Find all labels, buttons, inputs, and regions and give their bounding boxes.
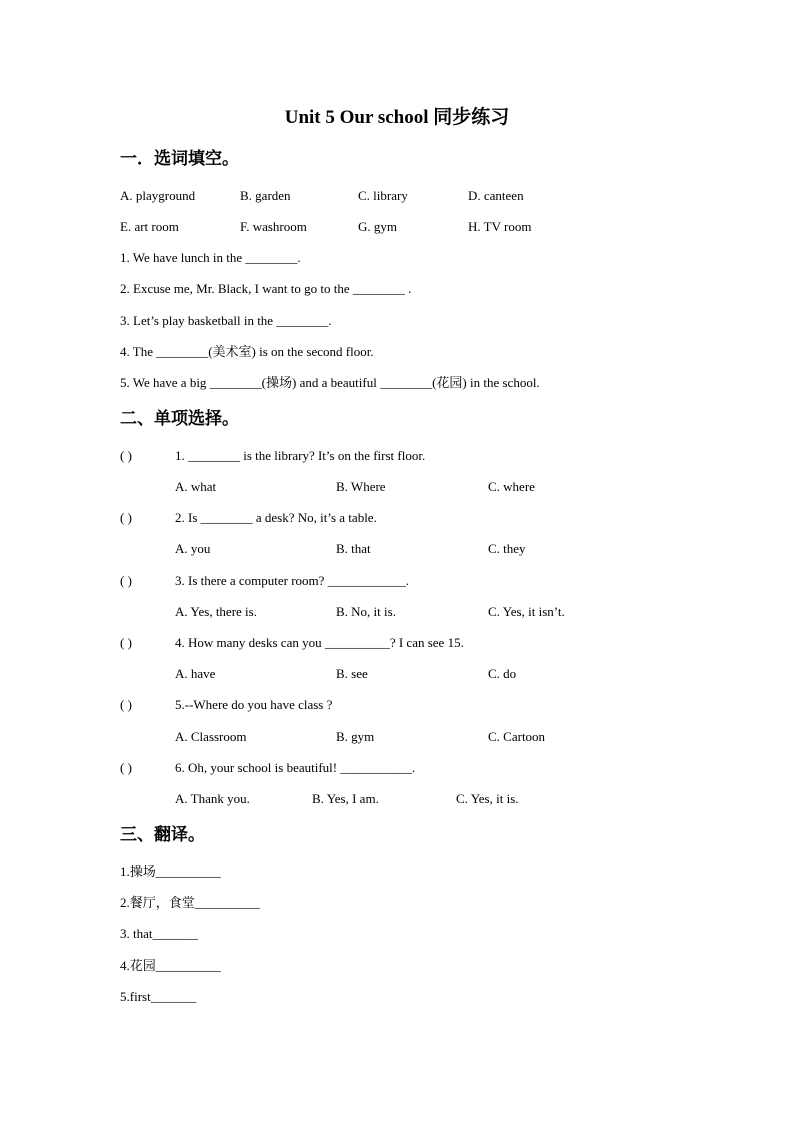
fill-question-2: 2. Excuse me, Mr. Black, I want to go to the ________ .	[120, 281, 412, 296]
mc-5-choice-c: C. Cartoon	[488, 729, 546, 744]
option-e: E. art room	[120, 219, 179, 234]
mc-6-choice-b: B. Yes, I am.	[312, 791, 379, 806]
mc-4-choice-b: B. see	[336, 666, 368, 681]
mc-paren-1: ( )	[120, 448, 132, 463]
option-c: C. library	[358, 188, 408, 203]
mc-question-6: 6. Oh, your school is beautiful! ___________.	[175, 760, 416, 775]
mc-question-5: 5.--Where do you have class ?	[175, 697, 333, 712]
mc-1-choice-b: B. Where	[336, 479, 386, 494]
mc-1-choice-c: C. where	[488, 479, 535, 494]
mc-question-2: 2. Is ________ a desk? No, it’s a table.	[175, 510, 377, 525]
translate-item-4: 4.花园__________	[120, 958, 221, 973]
mc-paren-5: ( )	[120, 697, 132, 712]
section3-heading: 三、翻译。	[120, 825, 205, 844]
fill-question-4: 4. The ________(美术室) is on the second floor.	[120, 344, 374, 359]
translate-item-3: 3. that_______	[120, 926, 198, 941]
mc-4-choice-a: A. have	[175, 666, 216, 681]
mc-2-choice-b: B. that	[336, 541, 371, 556]
mc-question-3: 3. Is there a computer room? ____________.	[175, 573, 409, 588]
translate-item-2: 2.餐厅，食堂__________	[120, 895, 260, 910]
mc-6-choice-a: A. Thank you.	[175, 791, 250, 806]
mc-question-1: 1. ________ is the library? It’s on the first floor.	[175, 448, 426, 463]
mc-4-choice-c: C. do	[488, 666, 517, 681]
mc-5-choice-b: B. gym	[336, 729, 375, 744]
mc-5-choice-a: A. Classroom	[175, 729, 247, 744]
page-title: Unit 5 Our school 同步练习	[284, 107, 510, 128]
option-h: H. TV room	[468, 219, 532, 234]
option-b: B. garden	[240, 188, 291, 203]
option-a: A. playground	[120, 188, 196, 203]
mc-1-choice-a: A. what	[175, 479, 217, 494]
mc-paren-2: ( )	[120, 510, 132, 525]
mc-paren-3: ( )	[120, 573, 132, 588]
fill-question-5: 5. We have a big ________(操场) and a beautiful ________(花园) in the school.	[120, 375, 540, 390]
mc-2-choice-a: A. you	[175, 541, 211, 556]
mc-paren-4: ( )	[120, 635, 132, 650]
mc-paren-6: ( )	[120, 760, 132, 775]
section2-heading: 二、单项选择。	[120, 409, 239, 428]
mc-6-choice-c: C. Yes, it is.	[456, 791, 519, 806]
option-f: F. washroom	[240, 219, 307, 234]
mc-3-choice-a: A. Yes, there is.	[175, 604, 257, 619]
fill-question-3: 3. Let’s play basketball in the ________.	[120, 313, 332, 328]
option-g: G. gym	[358, 219, 397, 234]
mc-3-choice-b: B. No, it is.	[336, 604, 396, 619]
mc-question-4: 4. How many desks can you __________? I can see 15.	[175, 635, 464, 650]
translate-item-5: 5.first_______	[120, 989, 197, 1004]
section1-heading: 一．选词填空。	[120, 149, 239, 168]
mc-3-choice-c: C. Yes, it isn’t.	[488, 604, 565, 619]
option-d: D. canteen	[468, 188, 524, 203]
translate-item-1: 1.操场__________	[120, 864, 221, 879]
mc-2-choice-c: C. they	[488, 541, 526, 556]
fill-question-1: 1. We have lunch in the ________.	[120, 250, 301, 265]
